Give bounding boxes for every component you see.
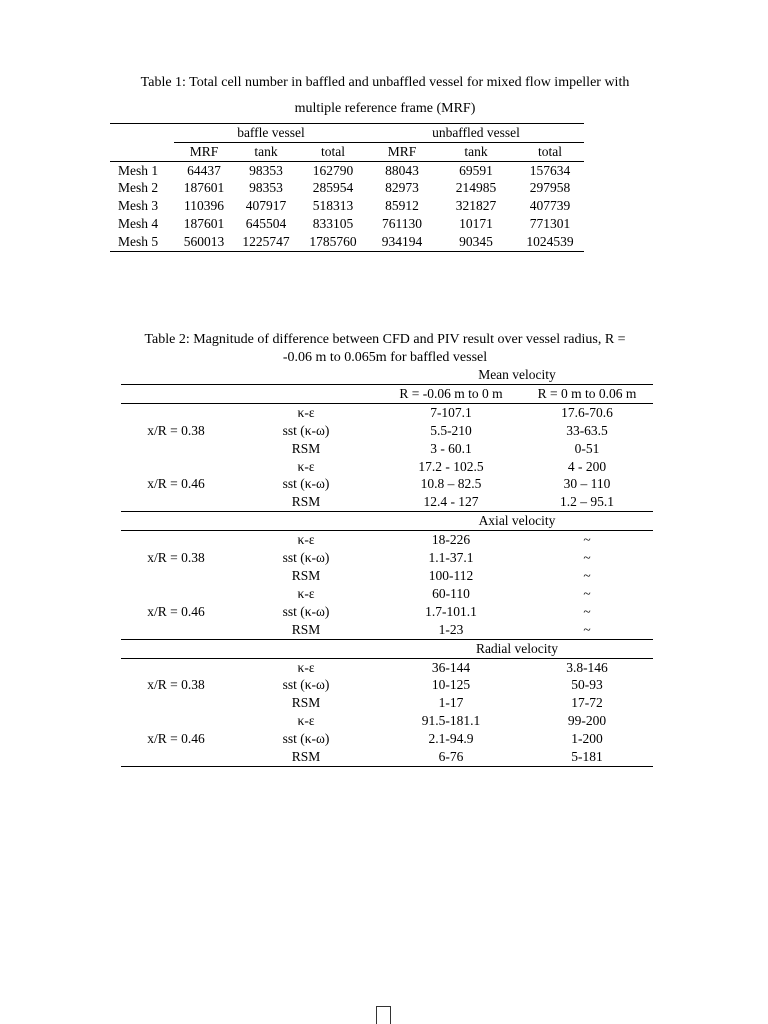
table-cell: 6-76 bbox=[381, 748, 521, 766]
table-cell: 18-226 bbox=[431, 532, 471, 548]
table-row bbox=[110, 161, 584, 179]
column-header: R = 0 m to 0.06 m bbox=[521, 384, 653, 403]
table-cell: 88043 bbox=[385, 162, 419, 178]
table-cell: 36-144 bbox=[431, 659, 471, 675]
table2 bbox=[121, 366, 653, 767]
table2-caption bbox=[115, 331, 655, 367]
table-row bbox=[110, 179, 584, 197]
section-title: Mean velocity bbox=[478, 367, 556, 382]
section-title-row bbox=[121, 639, 653, 658]
table1-subheader-row bbox=[110, 142, 584, 161]
table-cell: 1.2 – 95.1 bbox=[560, 494, 614, 510]
table-cell: 771301 bbox=[529, 215, 571, 231]
table-row bbox=[121, 531, 653, 549]
model-cell: κ-ε bbox=[297, 713, 315, 729]
table-cell: 10171 bbox=[459, 215, 493, 231]
table-cell: 17.6-70.6 bbox=[561, 404, 613, 420]
table1-subheader: tank bbox=[234, 142, 298, 161]
table-cell: 162790 bbox=[312, 162, 354, 178]
table-cell: 82973 bbox=[385, 180, 419, 196]
row-header-cell: Mesh 5 bbox=[110, 233, 174, 251]
model-cell: κ-ε bbox=[297, 458, 315, 474]
table1-caption bbox=[105, 70, 665, 122]
table-row bbox=[121, 585, 653, 603]
section-title: Radial velocity bbox=[381, 639, 653, 658]
table-cell: 1.7-101.1 bbox=[425, 603, 477, 619]
model-cell: RSM bbox=[231, 748, 381, 766]
table-cell: ~ bbox=[583, 603, 591, 619]
model-cell: sst (κ-ω) bbox=[282, 603, 330, 619]
table1-caption-line1: Table 1: Total cell number in baffled and unbaffled vessel for mixed flow impeller with bbox=[140, 75, 630, 90]
table-cell: 98353 bbox=[249, 162, 283, 178]
table-cell: 934194 bbox=[368, 233, 436, 251]
table-row bbox=[121, 403, 653, 421]
table-cell: ~ bbox=[583, 550, 591, 566]
table2-caption-line1: Table 2: Magnitude of difference between CFD and PIV result over vessel radius, R = bbox=[144, 332, 626, 347]
table-cell: 297958 bbox=[529, 180, 571, 196]
table-cell: 833105 bbox=[312, 215, 354, 231]
model-cell: RSM bbox=[291, 567, 321, 583]
table-cell: 90345 bbox=[436, 233, 516, 251]
model-cell: sst (κ-ω) bbox=[282, 422, 330, 438]
table-cell: 645504 bbox=[245, 215, 287, 231]
table-row bbox=[110, 233, 584, 251]
table-cell: 187601 bbox=[183, 215, 225, 231]
table-cell: 64437 bbox=[187, 162, 221, 178]
group-label: x/R = 0.38 bbox=[147, 422, 205, 438]
table-cell: 98353 bbox=[249, 180, 283, 196]
table-cell: 17.2 - 102.5 bbox=[418, 458, 484, 474]
model-cell: κ-ε bbox=[297, 585, 315, 601]
group-label: x/R = 0.46 bbox=[121, 712, 231, 766]
table-cell: ~ bbox=[583, 532, 591, 548]
table1-subheader: total bbox=[298, 142, 368, 161]
table-cell: 5-181 bbox=[521, 748, 653, 766]
model-cell: sst (κ-ω) bbox=[282, 550, 330, 566]
table-cell: 761130 bbox=[382, 215, 422, 231]
table1-group-header: baffle vessel bbox=[174, 124, 368, 143]
table-cell: ~ bbox=[583, 567, 591, 583]
table-cell: 1024539 bbox=[516, 233, 584, 251]
group-label: x/R = 0.38 bbox=[147, 677, 205, 693]
table-cell: 1225747 bbox=[234, 233, 298, 251]
table1-body bbox=[110, 161, 584, 251]
model-cell: κ-ε bbox=[297, 659, 315, 675]
row-header-cell: Mesh 3 bbox=[118, 198, 159, 214]
table-cell: 10-125 bbox=[431, 677, 471, 693]
group-label: x/R = 0.46 bbox=[147, 476, 205, 492]
table1-subheader: tank bbox=[436, 142, 516, 161]
group-label: x/R = 0.46 bbox=[147, 603, 205, 619]
row-header-cell: Mesh 1 bbox=[118, 162, 159, 178]
section-title-row bbox=[121, 512, 653, 531]
table-cell: 85912 bbox=[385, 198, 419, 214]
table2-caption-line2: -0.06 m to 0.065m for baffled vessel bbox=[282, 350, 488, 365]
table-cell: 60-110 bbox=[432, 585, 470, 601]
model-cell: κ-ε bbox=[297, 404, 315, 420]
table-cell: 0-51 bbox=[574, 440, 600, 456]
table-cell: 3 - 60.1 bbox=[430, 440, 472, 456]
table-cell: 214985 bbox=[455, 180, 497, 196]
table-cell: 7-107.1 bbox=[430, 404, 472, 420]
table-cell: 157634 bbox=[529, 162, 571, 178]
column-header: R = -0.06 m to 0 m bbox=[381, 384, 521, 403]
table-cell: 99-200 bbox=[567, 713, 607, 729]
table1-subheader: total bbox=[516, 142, 584, 161]
table-row bbox=[121, 458, 653, 476]
table-row bbox=[121, 712, 653, 730]
table-cell: 100-112 bbox=[428, 567, 474, 583]
column-header-row bbox=[121, 384, 653, 403]
table-cell: 321827 bbox=[455, 198, 497, 214]
table1-caption-line2: multiple reference frame (MRF) bbox=[294, 101, 476, 116]
table-cell: 187601 bbox=[183, 180, 225, 196]
table-cell: 1785760 bbox=[298, 233, 368, 251]
model-cell: sst (κ-ω) bbox=[282, 731, 330, 747]
table1-group-header: unbaffled vessel bbox=[368, 124, 584, 143]
table-cell: 1-200 bbox=[571, 731, 603, 747]
table-cell: 518313 bbox=[312, 198, 354, 214]
table-cell: 110396 bbox=[184, 198, 224, 214]
table-cell: 285954 bbox=[312, 180, 354, 196]
table1-group-header-row bbox=[110, 124, 584, 143]
model-cell: sst (κ-ω) bbox=[282, 677, 330, 693]
table-cell: 407739 bbox=[529, 198, 571, 214]
table-cell: 17-72 bbox=[571, 695, 603, 711]
row-header-cell: Mesh 4 bbox=[118, 215, 159, 231]
table-row bbox=[110, 215, 584, 233]
table-cell: 30 – 110 bbox=[563, 476, 611, 492]
model-cell: RSM bbox=[291, 440, 321, 456]
table-cell: 1.1-37.1 bbox=[428, 550, 474, 566]
table-cell: 3.8-146 bbox=[566, 659, 608, 675]
model-cell: RSM bbox=[291, 494, 321, 510]
table-cell: 5.5-210 bbox=[430, 422, 472, 438]
model-cell: sst (κ-ω) bbox=[282, 476, 330, 492]
table-cell: ~ bbox=[583, 621, 591, 637]
table-cell: 1-17 bbox=[438, 695, 464, 711]
table-cell: 10.8 – 82.5 bbox=[420, 476, 482, 492]
section-title-row bbox=[121, 366, 653, 384]
table-cell: 33-63.5 bbox=[566, 422, 608, 438]
page-break-marker bbox=[376, 1006, 391, 1024]
table-cell: 407917 bbox=[245, 198, 287, 214]
group-label: x/R = 0.38 bbox=[147, 550, 205, 566]
table-cell: 69591 bbox=[459, 162, 493, 178]
table-row bbox=[121, 658, 653, 676]
row-header-cell: Mesh 2 bbox=[118, 180, 159, 196]
table-cell: 560013 bbox=[174, 233, 234, 251]
table-cell: 4 - 200 bbox=[567, 458, 607, 474]
table-cell: 1-23 bbox=[438, 621, 464, 637]
table2-body bbox=[121, 366, 653, 766]
table-row bbox=[110, 197, 584, 215]
section-title: Axial velocity bbox=[381, 512, 653, 531]
table-cell: 91.5-181.1 bbox=[421, 713, 481, 729]
table-cell: 12.4 - 127 bbox=[423, 494, 479, 510]
model-cell: κ-ε bbox=[297, 532, 315, 548]
table-cell: ~ bbox=[583, 585, 591, 601]
table-cell: 50-93 bbox=[571, 677, 603, 693]
model-cell: RSM bbox=[291, 695, 321, 711]
table1 bbox=[110, 123, 584, 252]
model-cell: RSM bbox=[291, 621, 321, 637]
table-cell: 2.1-94.9 bbox=[428, 731, 474, 747]
table1-subheader: MRF bbox=[368, 142, 436, 161]
table1-subheader: MRF bbox=[174, 142, 234, 161]
